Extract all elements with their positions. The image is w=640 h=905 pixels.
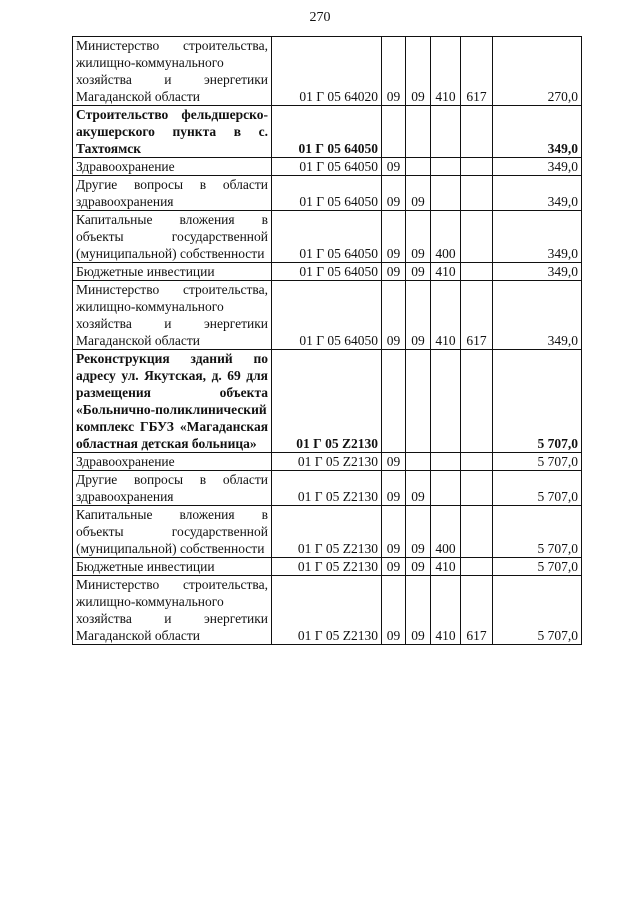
expense-type-code: 400 bbox=[431, 506, 461, 558]
table-row bbox=[73, 106, 582, 158]
amount: 349,0 bbox=[493, 263, 582, 281]
expense-type-code: 400 bbox=[431, 211, 461, 263]
item-name: Министерство строительства, жилищно-коммунального хозяйства и энергетики Магаданской области bbox=[73, 576, 272, 645]
expense-type-code: 410 bbox=[431, 37, 461, 106]
section-code: 09 bbox=[382, 558, 406, 576]
budget-table-body bbox=[73, 37, 582, 645]
subsection-code: 09 bbox=[406, 506, 431, 558]
item-name: Здравоохранение bbox=[73, 158, 272, 176]
administrator-code bbox=[461, 471, 493, 506]
section-code: 09 bbox=[382, 506, 406, 558]
amount: 349,0 bbox=[493, 106, 582, 158]
administrator-code bbox=[461, 158, 493, 176]
target-code: 01 Г 05 Z2130 bbox=[272, 350, 382, 453]
subsection-code bbox=[406, 453, 431, 471]
subsection-code: 09 bbox=[406, 281, 431, 350]
target-code: 01 Г 05 64020 bbox=[272, 37, 382, 106]
page-number: 270 bbox=[309, 10, 331, 25]
subsection-code: 09 bbox=[406, 558, 431, 576]
section-code: 09 bbox=[382, 37, 406, 106]
expense-type-code: 410 bbox=[431, 263, 461, 281]
administrator-code bbox=[461, 350, 493, 453]
table-row bbox=[73, 506, 582, 558]
table-row bbox=[73, 158, 582, 176]
target-code: 01 Г 05 64050 bbox=[272, 176, 382, 211]
table-row bbox=[73, 576, 582, 645]
section-code bbox=[382, 350, 406, 453]
expense-type-code: 410 bbox=[431, 281, 461, 350]
item-name: Другие вопросы в области здравоохранения bbox=[73, 471, 272, 506]
section-code: 09 bbox=[382, 176, 406, 211]
expense-type-code bbox=[431, 453, 461, 471]
section-code: 09 bbox=[382, 281, 406, 350]
amount: 349,0 bbox=[493, 211, 582, 263]
budget-table bbox=[72, 36, 582, 645]
expense-type-code: 410 bbox=[431, 558, 461, 576]
item-name: Капитальные вложения в объекты государственной (муниципальной) собственности bbox=[73, 506, 272, 558]
administrator-code bbox=[461, 453, 493, 471]
subsection-code: 09 bbox=[406, 37, 431, 106]
section-code bbox=[382, 106, 406, 158]
administrator-code bbox=[461, 506, 493, 558]
target-code: 01 Г 05 Z2130 bbox=[272, 558, 382, 576]
amount: 5 707,0 bbox=[493, 506, 582, 558]
amount: 349,0 bbox=[493, 158, 582, 176]
target-code: 01 Г 05 64050 bbox=[272, 158, 382, 176]
expense-type-code bbox=[431, 176, 461, 211]
subsection-code bbox=[406, 350, 431, 453]
administrator-code: 617 bbox=[461, 576, 493, 645]
item-name: Другие вопросы в области здравоохранения bbox=[73, 176, 272, 211]
table-row bbox=[73, 263, 582, 281]
expense-type-code bbox=[431, 350, 461, 453]
section-code: 09 bbox=[382, 263, 406, 281]
administrator-code bbox=[461, 106, 493, 158]
table-row bbox=[73, 558, 582, 576]
amount: 349,0 bbox=[493, 176, 582, 211]
item-name: Реконструкция зданий по адресу ул. Якутская, д. 69 для размещения объекта «Больнично-поликлинический комплекс ГБУЗ «Магаданская областная детская больница» bbox=[73, 350, 272, 453]
target-code: 01 Г 05 Z2130 bbox=[272, 453, 382, 471]
amount: 5 707,0 bbox=[493, 350, 582, 453]
table-row bbox=[73, 453, 582, 471]
item-name: Министерство строительства, жилищно-коммунального хозяйства и энергетики Магаданской области bbox=[73, 37, 272, 106]
subsection-code: 09 bbox=[406, 211, 431, 263]
section-code: 09 bbox=[382, 158, 406, 176]
amount: 5 707,0 bbox=[493, 453, 582, 471]
target-code: 01 Г 05 Z2130 bbox=[272, 471, 382, 506]
table-row bbox=[73, 37, 582, 106]
item-name: Министерство строительства, жилищно-коммунального хозяйства и энергетики Магаданской области bbox=[73, 281, 272, 350]
subsection-code bbox=[406, 158, 431, 176]
amount: 5 707,0 bbox=[493, 576, 582, 645]
expense-type-code bbox=[431, 106, 461, 158]
administrator-code: 617 bbox=[461, 37, 493, 106]
item-name: Строительство фельдшерско-акушерского пункта в с. Тахтоямск bbox=[73, 106, 272, 158]
table-row bbox=[73, 176, 582, 211]
target-code: 01 Г 05 64050 bbox=[272, 263, 382, 281]
table-row bbox=[73, 471, 582, 506]
amount: 349,0 bbox=[493, 281, 582, 350]
section-code: 09 bbox=[382, 211, 406, 263]
expense-type-code bbox=[431, 471, 461, 506]
amount: 270,0 bbox=[493, 37, 582, 106]
subsection-code: 09 bbox=[406, 263, 431, 281]
target-code: 01 Г 05 Z2130 bbox=[272, 506, 382, 558]
table-row bbox=[73, 350, 582, 453]
administrator-code bbox=[461, 211, 493, 263]
table-row bbox=[73, 211, 582, 263]
target-code: 01 Г 05 64050 bbox=[272, 281, 382, 350]
target-code: 01 Г 05 Z2130 bbox=[272, 576, 382, 645]
administrator-code bbox=[461, 176, 493, 211]
section-code: 09 bbox=[382, 453, 406, 471]
expense-type-code bbox=[431, 158, 461, 176]
subsection-code: 09 bbox=[406, 176, 431, 211]
amount: 5 707,0 bbox=[493, 471, 582, 506]
subsection-code: 09 bbox=[406, 576, 431, 645]
item-name: Бюджетные инвестиции bbox=[73, 263, 272, 281]
table-row bbox=[73, 281, 582, 350]
target-code: 01 Г 05 64050 bbox=[272, 106, 382, 158]
section-code: 09 bbox=[382, 471, 406, 506]
expense-type-code: 410 bbox=[431, 576, 461, 645]
target-code: 01 Г 05 64050 bbox=[272, 211, 382, 263]
section-code: 09 bbox=[382, 576, 406, 645]
administrator-code bbox=[461, 558, 493, 576]
amount: 5 707,0 bbox=[493, 558, 582, 576]
item-name: Бюджетные инвестиции bbox=[73, 558, 272, 576]
subsection-code bbox=[406, 106, 431, 158]
item-name: Капитальные вложения в объекты государственной (муниципальной) собственности bbox=[73, 211, 272, 263]
subsection-code: 09 bbox=[406, 471, 431, 506]
administrator-code bbox=[461, 263, 493, 281]
administrator-code: 617 bbox=[461, 281, 493, 350]
item-name: Здравоохранение bbox=[73, 453, 272, 471]
